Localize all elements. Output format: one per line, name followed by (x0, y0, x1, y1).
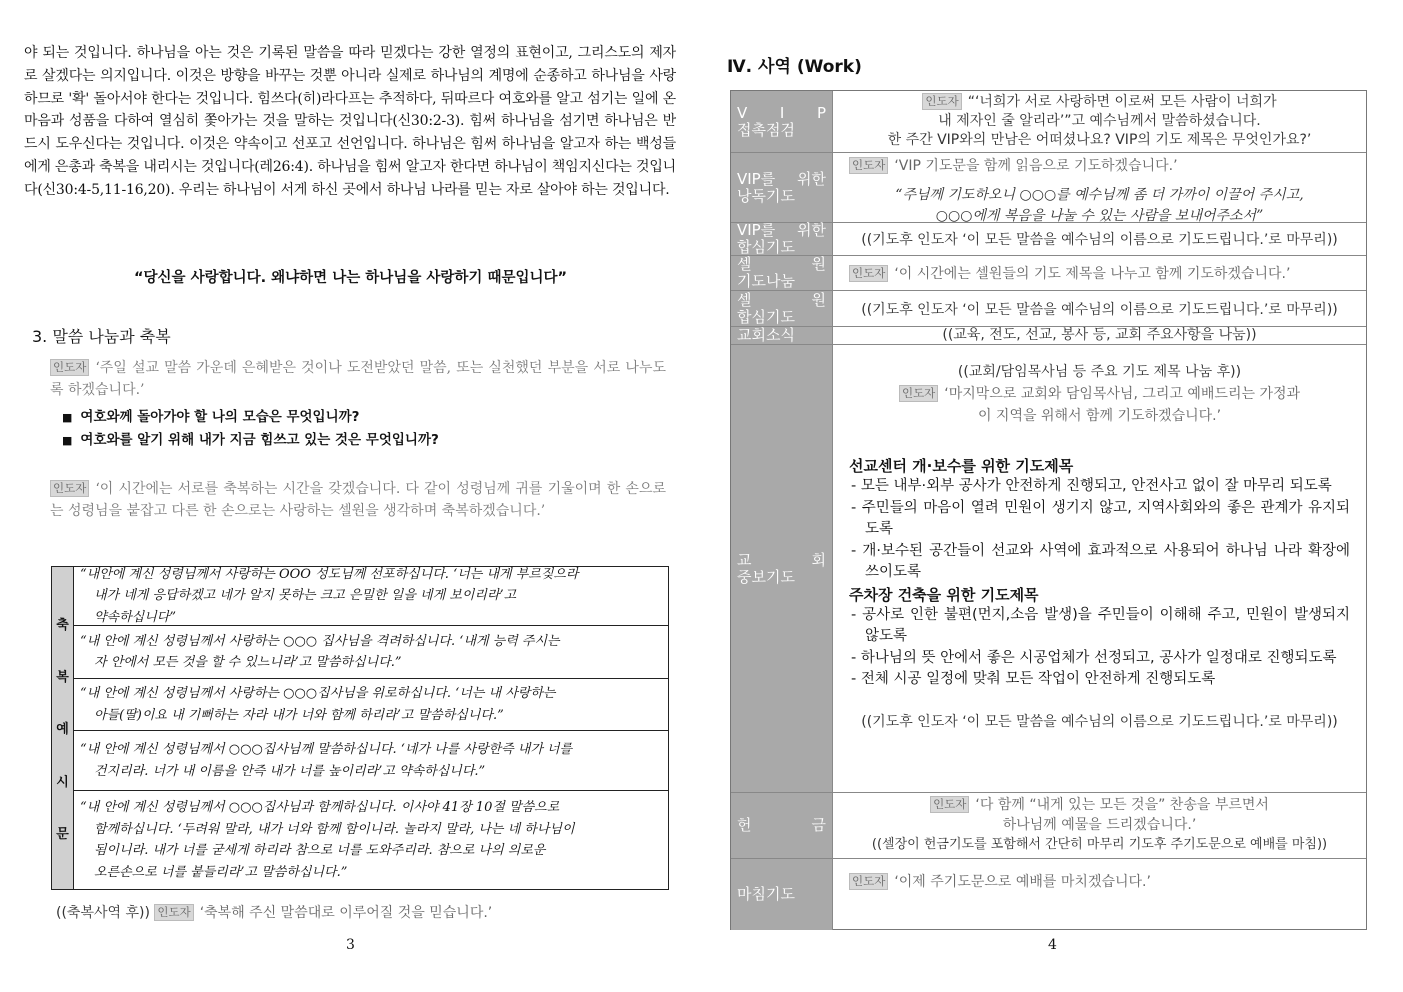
blessing-row (74, 791, 668, 889)
section-4-title: Ⅳ. 사역 (Work) (727, 57, 862, 77)
label-line: 기도나눔 (737, 272, 795, 290)
blessing-row (74, 679, 668, 731)
row-label (731, 345, 833, 792)
leader-tag: 인도자 (849, 873, 888, 890)
prayer-item: - 공사로 인한 불편(먼지,소음 발생)을 주민들이 이해해 주고, 민원이 발생되지 않도록 (851, 606, 1350, 644)
label-char: 문 (56, 827, 69, 843)
content-line: ((기도후 인도자 ‘이 모든 말씀을 예수님의 이름으로 기도드립니다.’로 마무리)) (861, 301, 1338, 318)
prayer-heading: 주차장 건축을 위한 기도제목 (849, 585, 1039, 604)
row-label (731, 91, 833, 152)
row-offering (731, 793, 1366, 859)
content-line: ((기도후 인도자 ‘이 모든 말씀을 예수님의 이름으로 기도드립니다.’로 마무리)) (861, 232, 1338, 248)
label-line: 중보기도 (737, 567, 795, 586)
row-vip-reading (731, 153, 1366, 223)
label-line: VIP를 위한 (737, 221, 826, 239)
blessing-line: 내가 네게 응답하겠고 네가 알지 못하는 크고 은밀한 일을 네게 보이리라’고 (94, 588, 517, 604)
row-label (731, 291, 833, 326)
blessing-line: 아들(딸)이요 내 기뻐하는 자라 내가 너와 함께 하리라’고 말씀하십니다.” (94, 707, 504, 723)
page-number: 4 (1048, 937, 1057, 953)
label-char: 축 (56, 617, 69, 633)
label-line: 접촉점검 (737, 120, 795, 139)
right-page (701, 0, 1403, 992)
label-line: 셀 원 (737, 255, 826, 273)
prayer-item: - 하나님의 뜻 안에서 좋은 시공업체가 선정되고, 공사가 일정대로 진행되도록 (851, 649, 1337, 666)
body-paragraph: 야 되는 것입니다. 하나님을 아는 것은 기록된 말씀을 따라 믿겠다는 강한 열정의 표현이고, 그리스도의 제자로 살겠다는 의지입니다. 이것은 방향을 바꾸는 것뿐 아니라 실제로 하나님의 계명에 순종하고 하나님을 사랑하므로 '확' 돌아서야 한다는 것입니다. 힘쓰다(히)라다프는 추적하다, 뒤따르다 여호와를 알고 섬기는 일에 온 마음과 성품을 다하여 열심히 쫓아가는 것을 말하는 것입니다(신30:2-3). 힘써 하나님을 섬기면 하나님은 반드시 도우신다는 것입니다. 이것은 약속이고 선포고 선언입니다. 하나님은 힘써 하나님을 알고자 하는 백성들에게 은총과 축복을 내리시는 것입니다(레26:4). 하나님을 힘써 알고자 한다면 하나님이 책임지신다는 것입니다(신30:4-5,11-16,20). 우리는 하나님이 서게 하신 곳에서 하나님 나라를 믿는 자로 살아야 하는 것입니다. (24, 45, 676, 198)
prayer-item: - 모든 내부·외부 공사가 안전하게 진행되고, 안전사고 없이 잘 마무리 되도록 (851, 478, 1332, 494)
leader-tag: 인도자 (50, 359, 89, 376)
blessing-row (74, 626, 668, 679)
row-content (833, 91, 1366, 152)
blessing-row (74, 567, 668, 626)
prayer-line: ○○○에게 복음을 나눌 수 있는 사람을 보내어주소서” (935, 208, 1264, 222)
content-line: ‘VIP 기도문을 함께 읽음으로 기도하겠습니다.’ (894, 158, 1178, 174)
label-line: 합심기도 (737, 238, 795, 256)
question-item: ■ 여호와를 알기 위해 내가 지금 힘쓰고 있는 것은 무엇입니까? (62, 429, 439, 452)
row-closing-prayer (731, 859, 1366, 930)
prayer-item: - 개·보수된 공간들이 선교와 사역에 효과적으로 사용되어 하나님 나라 확장에 쓰이도록 (851, 542, 1350, 580)
row-cell-sharing (731, 256, 1366, 291)
row-label (731, 793, 833, 858)
section-3-title: 3. 말씀 나눔과 축복 (32, 327, 171, 346)
label-char: 복 (56, 670, 69, 686)
blessing-line: 건지리라. 너가 내 이름을 안즉 내가 너를 높이리라’고 약속하십니다.” (94, 763, 486, 779)
label-line: V I P (737, 103, 826, 122)
content-line: ((셀장이 헌금기도를 포함해서 간단히 마무리 기도후 주기도문으로 예배를 마침)) (871, 837, 1328, 852)
blessing-examples-box (51, 566, 669, 890)
blessing-instruction (50, 478, 666, 522)
row-content (833, 256, 1366, 290)
content-line: ‘이제 주기도문으로 예배를 마치겠습니다.’ (894, 874, 1151, 890)
content-line: 하나님께 예물을 드리겠습니다.’ (1002, 817, 1197, 833)
label-line: 낭독기도 (737, 186, 795, 205)
row-label (731, 859, 833, 930)
blessing-examples-label (52, 567, 74, 889)
leader-tag: 인도자 (849, 265, 888, 282)
label-char: 예 (56, 722, 69, 738)
label-line: 셀 원 (737, 290, 826, 309)
leader-tag: 인도자 (154, 904, 193, 921)
row-label (731, 256, 833, 290)
row-content (833, 223, 1366, 255)
row-church-news (731, 327, 1366, 345)
blessing-text: ‘이 시간에는 서로를 축복하는 시간을 갖겠습니다. 다 같이 성령님께 귀를 기울이며 한 손으로는 성령님을 붙잡고 다른 한 손으로는 사랑하는 셀원을 생각하며 축복하겠습니다.’ (50, 481, 666, 519)
content-line: ((기도후 인도자 ‘이 모든 말씀을 예수님의 이름으로 기도드립니다.’로 마무리)) (861, 713, 1338, 730)
row-vip-contact (731, 91, 1366, 153)
blessing-rows (74, 567, 668, 889)
blessing-line: “내 안에 계신 성령님께서 사랑하는 ○○○집사님을 위로하십니다. ‘너는 내 사랑하는 (80, 686, 556, 701)
row-content (833, 793, 1366, 858)
prayer-item: - 주민들의 마음이 열려 민원이 생기지 않고, 지역사회와의 좋은 관계가 유지되도록 (851, 499, 1350, 537)
blessing-line: 약속하십니다” (94, 609, 176, 625)
leader-tag: 인도자 (50, 480, 89, 497)
prayer-item: - 전체 시공 일정에 맞춰 모든 작업이 안전하게 진행되도록 (851, 671, 1216, 687)
blessing-line: 자 안에서 모든 것을 할 수 있느니라’고 말씀하십니다.” (94, 655, 402, 670)
leader-tag: 인도자 (922, 93, 961, 110)
row-content (833, 153, 1366, 222)
prayer-line: “주님께 기도하오니 ○○○를 예수님께 좀 더 가까이 이끌어 주시고, (895, 187, 1304, 203)
content-line: ‘다 함께 “내게 있는 모든 것을” 찬송을 부르면서 (975, 797, 1269, 813)
row-vip-unison (731, 223, 1366, 256)
row-content (833, 291, 1366, 326)
label-line: 헌 금 (737, 816, 826, 834)
key-quote: “당신을 사랑합니다. 왜냐하면 나는 하나님을 사랑하기 때문입니다” (133, 270, 568, 286)
content-line: 한 주간 VIP와의 만남은 어떠셨나요? VIP의 기도 제목은 무엇인가요?’ (887, 132, 1312, 148)
row-label (731, 327, 833, 344)
row-church-intercession (731, 345, 1366, 793)
label-line: 마침기도 (737, 885, 795, 903)
row-label (731, 223, 833, 255)
work-table (730, 90, 1367, 930)
label-char: 시 (56, 774, 69, 790)
row-label (731, 153, 833, 222)
blessing-line: 함께하십니다. ‘두려워 말라, 내가 너와 함께 함이니라. 놀라지 말라, 나는 네 하나님이 (94, 821, 575, 837)
question-item: ■ 여호와께 돌아가야 할 나의 모습은 무엇입니까? (62, 406, 439, 429)
label-line: 교 회 (737, 550, 826, 569)
blessing-line: 오른손으로 너를 붙들리라’고 말씀하십니다.” (94, 864, 348, 880)
content-line: ‘이 시간에는 셀원들의 기도 제목을 나누고 함께 기도하겠습니다.’ (894, 266, 1291, 282)
blessing-line: “내 안에 계신 성령님께서 사랑하는 ○○○ 집사님을 격려하십니다. ‘내게 능력 주시는 (80, 633, 560, 649)
leader-tag: 인도자 (930, 796, 969, 813)
left-page (0, 0, 701, 992)
row-cell-unison (731, 291, 1366, 327)
after-blessing-line (56, 902, 492, 922)
blessing-line: “내 안에 계신 성령님께서 ○○○집사님께 말씀하십니다. ‘네가 나를 사랑한즉 내가 너를 (80, 742, 573, 757)
content-line: 이 지역을 위해서 함께 기도하겠습니다.’ (977, 408, 1222, 424)
content-line: ((교육, 전도, 선교, 봉사 등, 교회 주요사항을 나눔)) (942, 327, 1257, 343)
blessing-row (74, 731, 668, 791)
blessing-line: “내안에 계신 성령님께서 사랑하는 OOO 성도님께 선포하십니다. ‘너는 내게 부르짖으라 (80, 566, 579, 582)
blessing-line: “내 안에 계신 성령님께서 ○○○집사님과 함께하십니다. 이사야 41장 10절 말씀으로 (80, 800, 560, 815)
content-line: ((교회/담임목사님 등 주요 기도 제목 나눔 후)) (957, 364, 1242, 380)
content-line: “‘너희가 서로 사랑하면 이로써 모든 사람이 너희가 (967, 94, 1277, 110)
row-content (833, 859, 1366, 930)
blessing-line: 됨이니라. 내가 너를 굳세게 하리라 참으로 너를 도와주리라. 참으로 나의 의로운 (94, 843, 546, 858)
label-line: 교회소식 (737, 326, 795, 344)
leader-tag: 인도자 (849, 157, 888, 174)
row-content (833, 327, 1366, 344)
after-blessing-prefix: ((축복사역 후)) (56, 905, 150, 921)
content-line: 내 제자인 줄 알리라’”고 예수님께서 말씀하셨습니다. (938, 113, 1261, 129)
question-list (62, 406, 439, 452)
page-number: 3 (346, 937, 355, 953)
leader-tag: 인도자 (899, 385, 938, 402)
content-line: ‘마지막으로 교회와 담임목사님, 그리고 예배드리는 가정과 (944, 386, 1301, 402)
label-line: VIP를 위한 (737, 169, 826, 188)
sharing-text: ‘주일 설교 말씀 가운데 은혜받은 것이나 도전받았던 말씀, 또는 실천했던 부분을 서로 나누도록 하겠습니다.’ (50, 360, 666, 398)
prayer-heading: 선교센터 개·보수를 위한 기도제목 (849, 457, 1074, 475)
after-blessing-text: ‘축복해 주신 말씀대로 이루어질 것을 믿습니다.’ (199, 905, 493, 921)
sharing-instruction (50, 357, 666, 401)
row-content (833, 345, 1366, 792)
label-line: 합심기도 (737, 307, 795, 326)
